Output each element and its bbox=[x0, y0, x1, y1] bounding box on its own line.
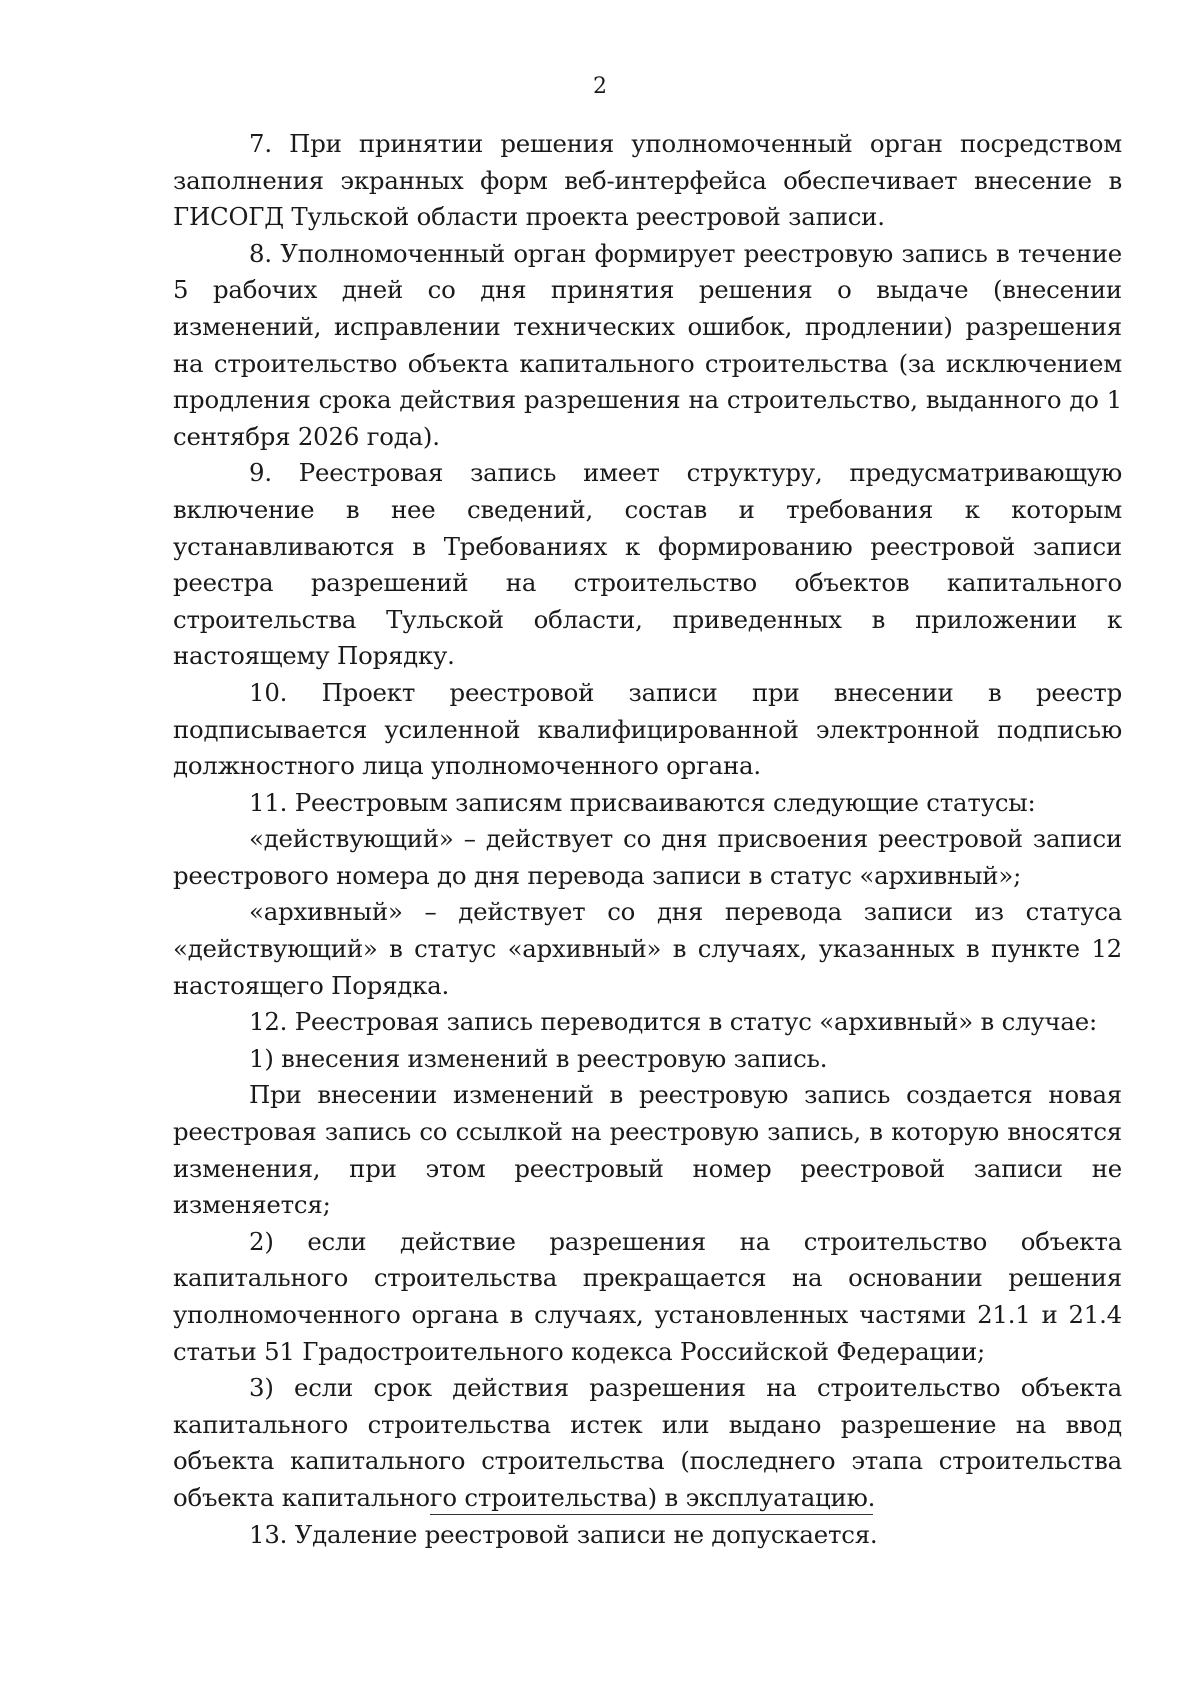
paragraph-8: 8. Уполномоченный орган формирует реестровую запись в течение 5 рабочих дней со дня принятия решения о выдаче (внесении изменений, исправлении технических ошибок, продлении) разрешения на строительство объекта капитального строительства (за исключением продления срока действия разрешения на строительство, выданного до 1 сентября 2026 года). bbox=[173, 238, 1122, 451]
paragraph-12-item-3: 3) если срок действия разрешения на строительство объекта капитального строительства истек или выдано разрешение на ввод объекта капитального строительства (последнего этапа строительства объекта капитального строительства) в эксплуатацию. bbox=[173, 1373, 1122, 1512]
paragraph-12: 12. Реестровая запись переводится в статус «архивный» в случае: bbox=[249, 1007, 1098, 1037]
document-body bbox=[173, 126, 1122, 1553]
paragraph-12-item-2: 2) если действие разрешения на строительство объекта капитального строительства прекращается на основании решения уполномоченного органа в случаях, установленных частями 21.1 и 21.4 статьи 51 Градостроительного кодекса Российской Федерации; bbox=[173, 1226, 1122, 1366]
paragraph-10: 10. Проект реестровой записи при внесении в реестр подписывается усиленной квалифицированной электронной подписью должностного лица уполномоченного органа. bbox=[173, 677, 1122, 781]
paragraph-12-item-1-detail: При внесении изменений в реестровую запись создается новая реестровая запись со ссылкой на реестровую запись, в которую вносятся изменения, при этом реестровый номер реестровой записи не изменяется; bbox=[173, 1080, 1122, 1220]
status-active-definition: «действующий» – действует со дня присвоения реестровой записи реестрового номера до дня перевода записи в статус «архивный»; bbox=[173, 824, 1122, 890]
paragraph-13: 13. Удаление реестровой записи не допускается. bbox=[249, 1519, 878, 1549]
end-divider-line bbox=[430, 1514, 873, 1515]
paragraph-7: 7. При принятии решения уполномоченный орган посредством заполнения экранных форм веб-интерфейса обеспечивает внесение в ГИСОГД Тульской области проекта реестровой записи. bbox=[173, 129, 1122, 232]
status-archived-definition: «архивный» – действует со дня перевода записи из статуса «действующий» в статус «архивный» в случаях, указанных в пункте 12 настоящего Порядка. bbox=[173, 897, 1122, 1000]
paragraph-9: 9. Реестровая запись имеет структуру, предусматривающую включение в нее сведений, состав и требования к которым устанавливаются в Требованиях к формированию реестровой записи реестра разрешений на строительство объектов капитального строительства Тульской области, приведенных в приложении к настоящему Порядку. bbox=[173, 458, 1122, 671]
page-number: 2 bbox=[593, 74, 607, 99]
paragraph-11: 11. Реестровым записям присваиваются следующие статусы: bbox=[249, 787, 1036, 817]
paragraph-12-item-1: 1) внесения изменений в реестровую запись. bbox=[249, 1043, 828, 1073]
